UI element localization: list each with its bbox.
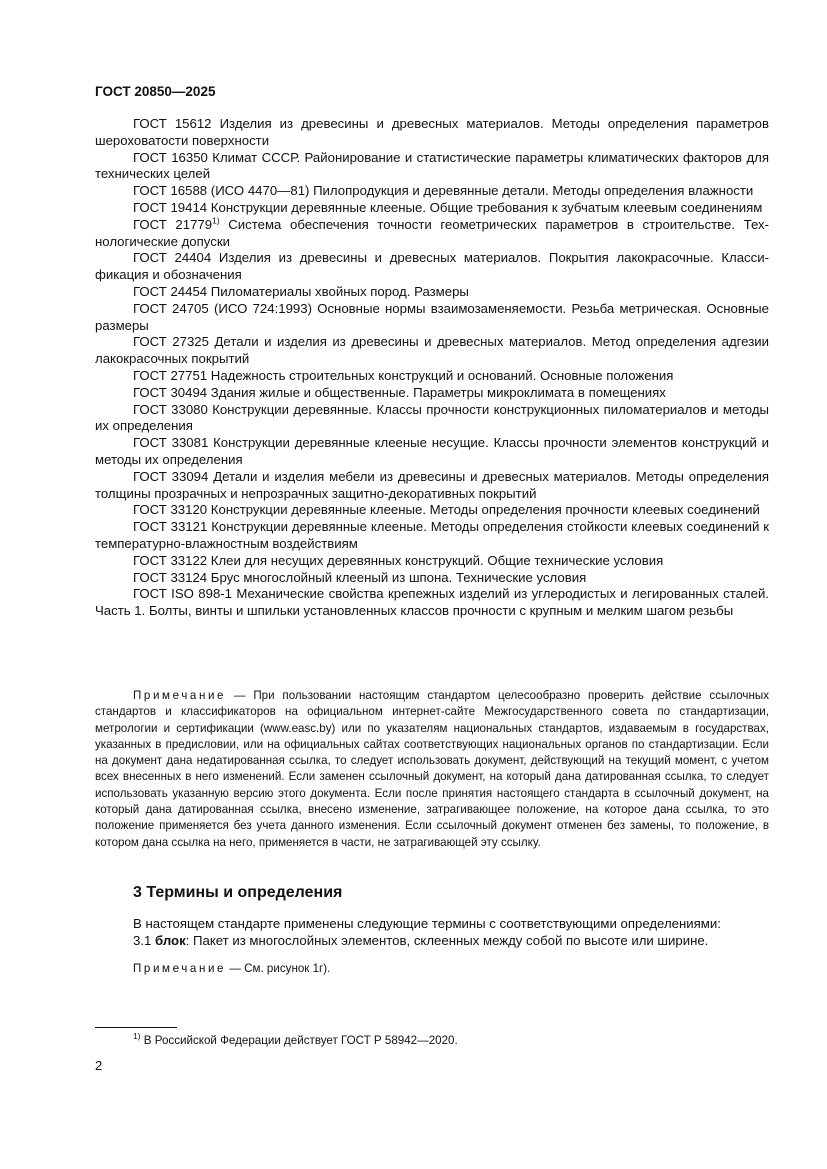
reference-item <box>95 570 769 587</box>
reference-item <box>95 368 769 385</box>
section-body <box>133 915 773 949</box>
reference-title: Климат СССР. Районирование и статистические параметры климатических факторов для технических целей <box>95 149 769 182</box>
reference-item <box>95 334 769 368</box>
reference-code: ГОСТ 21779 <box>133 216 213 232</box>
reference-title: Система обеспечения точности геометрических параметров в строительстве. Технологические допуски <box>95 216 769 249</box>
reference-title: (ИСО 4470—81) Пилопродукция и деревянные детали. Методы определения влажности <box>207 183 754 199</box>
term-note-text: — См. рисунок 1г). <box>226 962 331 975</box>
reference-title: Пиломатериалы хвойных пород. Размеры <box>207 283 469 299</box>
reference-item <box>95 435 769 469</box>
reference-code: ГОСТ 19414 <box>133 199 208 215</box>
term-text: : Пакет из многослойных элементов, склеенных между собой по высоте или ширине. <box>185 933 709 948</box>
reference-code: ГОСТ ISO 898-1 <box>133 586 232 602</box>
reference-code: ГОСТ 33120 <box>133 502 208 518</box>
reference-item <box>95 150 769 184</box>
term-number: 3.1 <box>133 933 155 948</box>
reference-code: ГОСТ 24404 <box>133 250 212 266</box>
footnote-divider <box>95 1027 177 1028</box>
document-header: ГОСТ 20850—2025 <box>95 84 216 99</box>
reference-title: Конструкции деревянные клееные. Методы определения прочности клеевых соединений <box>207 502 760 518</box>
reference-title: (ИСО 724:1993) Основные нормы взаимозаменяемости. Резьба метрическая. Основные размеры <box>95 300 769 333</box>
normative-references-list <box>95 116 769 620</box>
term-note <box>133 962 330 975</box>
reference-code: ГОСТ 24454 <box>133 283 208 299</box>
reference-title: Брус многослойный клееный из шпона. Технические условия <box>207 569 587 585</box>
reference-title: Клеи для несущих деревянных конструкций. Общие технические условия <box>207 552 664 568</box>
reference-code: ГОСТ 33124 <box>133 569 208 585</box>
reference-item <box>95 469 769 503</box>
reference-code: ГОСТ 33080 <box>133 401 208 417</box>
reference-code: ГОСТ 33121 <box>133 519 208 535</box>
footnote-text: В Российской Федерации действует ГОСТ Р 58942—2020. <box>140 1034 458 1047</box>
reference-code: ГОСТ 30494 <box>133 384 208 400</box>
reference-title: Механические свойства крепежных изделий из углеродистых и легированных сталей. Часть 1. Болты, винты и шпильки установленных классов прочности с крупным и мелким шагом резьбы <box>95 586 769 619</box>
reference-code: ГОСТ 15612 <box>133 116 212 131</box>
reference-code: ГОСТ 16350 <box>133 149 208 165</box>
note-text: При пользовании настоящим стандартом целесообразно проверить действие ссылочных стандартов и классификаторов на официальном интернет-сайте Межгосударственного совета по стандартизации, метрологии и сертификации (www.easc.by) или по указателям национальных стандартов, издаваемым в государствах, указанных в предисловии, или на официальных сайтах соответствующих национальных органов по стандартизации. Если на документ дана недатированная ссылка, то следует использовать документ, действующий на текущий момент, с учетом всех внесенных в него изменений. Если заменен ссылочный документ, на который дана датированная ссылка, то следует использовать указанную версию этого документа. Если после принятия настоящего стандарта в ссылочный документ, на который дана датированная ссылка, внесено изменение, затрагивающее положение, на которое дана ссылка, то это положение применяется без учета данного изменения. Если ссылочный документ отменен без замены, то положение, в котором дана ссылка на него, применяется в части, не затрагивающей эту ссылку. <box>95 689 769 849</box>
section-heading: 3 Термины и определения <box>133 884 343 901</box>
reference-item <box>95 200 769 217</box>
reference-code: ГОСТ 16588 <box>133 183 208 199</box>
reference-item <box>95 553 769 570</box>
reference-title: Конструкции деревянные клееные. Общие требования к зубчатым клеевым соединениям <box>207 199 763 215</box>
references-note <box>95 688 769 851</box>
reference-title: Надежность строительных конструкций и оснований. Основные положения <box>207 367 674 383</box>
reference-item <box>95 250 769 284</box>
term-definition <box>133 932 773 949</box>
section-intro: В настоящем стандарте применены следующие термины с соответствующими определениями: <box>133 916 721 931</box>
reference-title: Детали и изделия из древесины и древесных материалов. Метод определения адгезии лакокрасочных покрытий <box>95 334 769 367</box>
reference-item <box>95 586 769 620</box>
note-dash: — <box>226 689 254 702</box>
reference-code: ГОСТ 33081 <box>133 435 209 451</box>
footnote-ref-mark: 1) <box>212 215 220 226</box>
note-label: Примечание <box>133 689 227 702</box>
reference-item <box>95 284 769 301</box>
reference-code: ГОСТ 33094 <box>133 468 209 484</box>
reference-item <box>95 217 769 251</box>
reference-title: Конструкции деревянные. Классы прочности конструкционных пиломатериалов и методы их определения <box>95 401 769 434</box>
term: блок <box>155 933 186 948</box>
reference-item <box>95 385 769 402</box>
reference-code: ГОСТ 24705 <box>133 300 209 316</box>
reference-title: Изделия из древесины и древесных материалов. Покрытия лакокрасочные. Классификация и обозначения <box>95 250 769 283</box>
footnote-mark: 1) <box>133 1031 141 1042</box>
reference-code: ГОСТ 33122 <box>133 552 208 568</box>
reference-item <box>95 301 769 335</box>
reference-title: Детали и изделия мебели из древесины и древесных материалов. Методы определения толщины прозрачных и непрозрачных защитно-декоративных покрытий <box>95 468 770 501</box>
reference-item <box>95 519 769 553</box>
reference-item <box>95 502 769 519</box>
reference-item <box>95 402 769 436</box>
reference-title: Конструкции деревянные клееные. Методы определения стойкости клеевых соединений к температурно-влажностным воздействиям <box>95 519 769 551</box>
reference-code: ГОСТ 27325 <box>133 334 209 350</box>
reference-title: Конструкции деревянные клееные несущие. Классы прочности элементов конструкций и методы их определения <box>95 435 769 467</box>
reference-item <box>95 116 769 150</box>
footnote <box>133 1031 458 1047</box>
reference-title: Здания жилые и общественные. Параметры микроклимата в помещениях <box>207 384 666 400</box>
reference-item <box>95 183 769 200</box>
page-number: 2 <box>95 1058 103 1073</box>
term-note-label: Примечание <box>133 962 227 975</box>
reference-title: Изделия из древесины и древесных материалов. Методы определения параметров шероховатости поверхности <box>95 116 769 148</box>
reference-code: ГОСТ 27751 <box>133 367 208 383</box>
